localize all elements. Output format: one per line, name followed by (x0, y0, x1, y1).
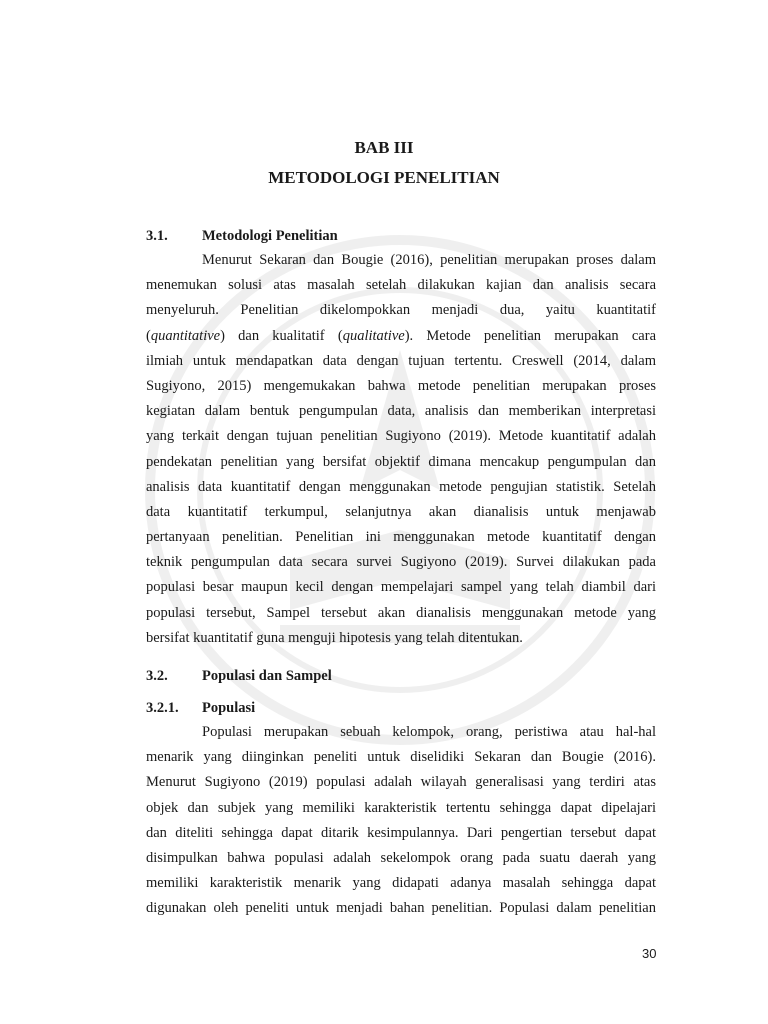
text-line: Populasi merupakan sebuah kelompok, orang, peristiwa atau hal-hal (202, 724, 656, 740)
text-line: populasi tersebut, Sampel tersebut akan dianalisis menggunakan metode yang (146, 604, 656, 621)
text-line: dan diteliti sehingga dapat ditarik kesimpulannya. Dari pengertian tersebut dapat (146, 824, 656, 841)
text-line: ilmiah untuk mendapatkan data dengan tujuan tertentu. Creswell (2014, dalam (146, 352, 656, 369)
text-line: Menurut Sugiyono (2019) populasi adalah wilayah generalisasi yang terdiri atas (146, 774, 656, 791)
text-line: data kuantitatif terkumpul, selanjutnya akan dianalisis untuk menjawab (146, 503, 656, 520)
text-line: populasi besar maupun kecil dengan mempelajari sampel yang telah diambil dari (146, 579, 656, 596)
page-number: 30 (642, 946, 657, 961)
text-line: objek dan subjek yang memiliki karakteristik tertentu sehingga dapat dipelajari (146, 799, 656, 816)
section-heading-3-2 (146, 668, 332, 685)
chapter-label: BAB III (354, 138, 414, 157)
section-number: 3.2. (146, 668, 168, 684)
paragraph-metodologi (146, 248, 656, 651)
text-line: menyeluruh. Penelitian dikelompokkan menjadi dua, yaitu kuantitatif (146, 302, 656, 319)
text-line: bersifat kuantitatif guna menguji hipotesis yang telah ditentukan. (146, 629, 523, 646)
text-line: yang terkait dengan tujuan penelitian Sugiyono (2019). Metode kuantitatif adalah (146, 428, 656, 445)
text-line: menarik yang diinginkan peneliti untuk diselidiki Sekaran dan Bougie (2016). (146, 749, 656, 766)
text-line: analisis data kuantitatif dengan menggunakan metode pengujian statistik. Setelah (146, 478, 656, 495)
section-number: 3.2.1. (146, 700, 179, 716)
text-line: disimpulkan bahwa populasi adalah sekelompok orang pada suatu daerah yang (146, 849, 656, 866)
text-line: pendekatan penelitian yang bersifat objektif dimana mencakup pengumpulan dan (146, 453, 656, 470)
text-line: teknik pengumpulan data secara survei Sugiyono (2019). Survei dilakukan pada (146, 554, 656, 571)
text-line: menemukan solusi atas masalah setelah dilakukan kajian dan analisis secara (146, 277, 656, 294)
text-line: pertanyaan penelitian. Penelitian ini menggunakan metode kuantitatif dengan (146, 529, 656, 546)
text-line: digunakan oleh peneliti untuk menjadi bahan penelitian. Populasi dalam penelitian (146, 900, 656, 917)
section-number: 3.1. (146, 228, 168, 244)
section-title: Populasi (202, 700, 256, 716)
section-title: Populasi dan Sampel (202, 668, 332, 684)
text-line: memiliki karakteristik menarik yang didapati adanya masalah sehingga dapat (146, 875, 656, 892)
text-line: Menurut Sekaran dan Bougie (2016), penelitian merupakan proses dalam (202, 252, 656, 268)
section-heading-3-1 (146, 228, 338, 245)
paragraph-populasi (146, 720, 656, 922)
text-line: kegiatan dalam bentuk pengumpulan data, analisis dan memberikan interpretasi (146, 403, 656, 420)
section-heading-3-2-1 (146, 700, 255, 717)
text-line: Sugiyono, 2015) mengemukakan bahwa metode penelitian merupakan proses (146, 377, 656, 394)
text-line: (quantitative) dan kualitatif (qualitative). Metode penelitian merupakan cara (146, 327, 657, 344)
section-title: Metodologi Penelitian (202, 228, 338, 244)
chapter-title: METODOLOGI PENELITIAN (268, 168, 500, 187)
